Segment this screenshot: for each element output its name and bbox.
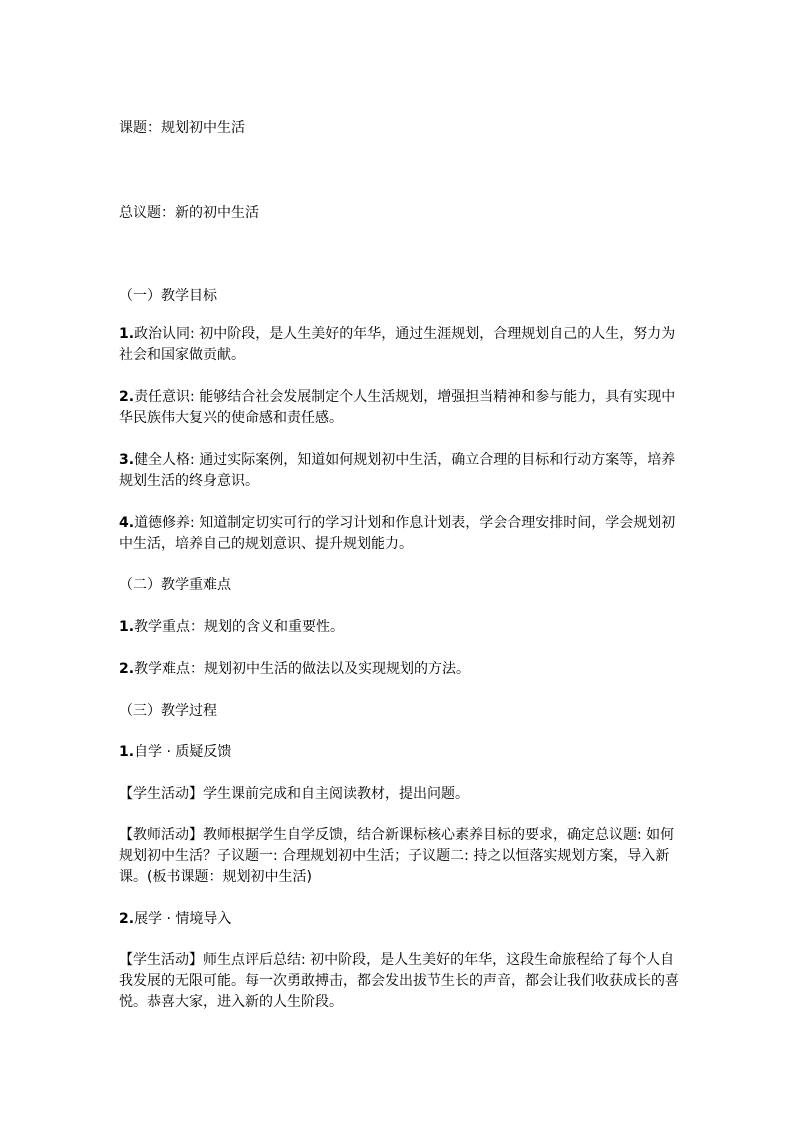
objective-item-2 (119, 387, 679, 429)
key-point-item-1 (119, 617, 679, 638)
item-text: 展学 · 情境导入 (134, 911, 232, 927)
item-text: 政治认同: 初中阶段，是人生美好的年华，通过生涯规划，合理规划自己的人生，努力为社会和国家做贡献。 (119, 326, 676, 363)
item-text: 教学难点：规划初中生活的做法以及实现规划的方法。 (134, 661, 471, 677)
item-number: 1. (119, 326, 135, 342)
item-number: 2. (119, 661, 135, 677)
item-number: 2. (119, 911, 135, 927)
step1-student-activity: 【学生活动】学生课前完成和自主阅读教材，提出问题。 (119, 786, 469, 802)
section-heading-objectives: （一）教学目标 (119, 288, 217, 304)
item-text: 责任意识: 能够结合社会发展制定个人生活规划，增强担当精神和参与能力，具有实现中华民族伟大复兴的使命感和责任感。 (119, 389, 676, 426)
item-number: 1. (119, 744, 135, 760)
item-number: 2. (119, 389, 135, 405)
objective-item-1 (119, 324, 679, 366)
main-topic: 总议题：新的初中生活 (119, 205, 259, 221)
item-number: 3. (119, 452, 135, 468)
objective-item-4 (119, 513, 679, 555)
step2-student-activity: 【学生活动】师生点评后总结: 初中阶段，是人生美好的年华，这段生命旅程给了每个人自我发展的无限可能。每一次勇敢搏击，都会发出拔节生长的声音，都会让我们收获成长的喜悦。恭喜大家，进入新的人生阶段。 (119, 952, 679, 1010)
item-number: 4. (119, 515, 135, 531)
item-text: 道德修养: 知道制定切实可行的学习计划和作息计划表，学会合理安排时间，学会规划初中生活，培养自己的规划意识、提升规划能力。 (119, 515, 676, 552)
item-text: 健全人格: 通过实际案例，知道如何规划初中生活，确立合理的目标和行动方案等，培养规划生活的终身意识。 (119, 452, 676, 489)
process-step-2 (119, 909, 679, 930)
item-text: 自学 · 质疑反馈 (134, 744, 232, 760)
objective-item-3 (119, 450, 679, 492)
item-number: 1. (119, 619, 135, 635)
section-heading-process: （三）教学过程 (119, 703, 217, 719)
process-step-1 (119, 742, 679, 763)
step1-teacher-activity: 【教师活动】教师根据学生自学反馈，结合新课标核心素养目标的要求，确定总议题: 如何规划初中生活？子议题一: 合理规划初中生活；子议题二: 持之以恒落实规划方案，导入新课。(板书课题：规划初中生活) (119, 827, 675, 885)
key-point-item-2 (119, 659, 679, 680)
section-heading-key-points: （二）教学重难点 (119, 577, 231, 593)
item-text: 教学重点：规划的含义和重要性。 (134, 619, 345, 635)
course-title: 课题：规划初中生活 (119, 120, 245, 136)
